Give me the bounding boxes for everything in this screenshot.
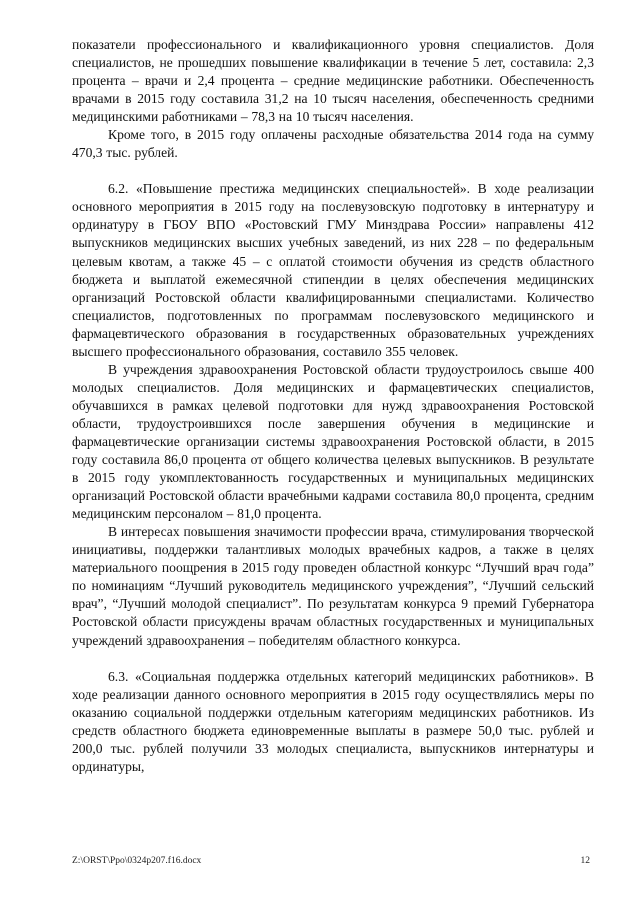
paragraph-section-6-3: 6.3. «Социальная поддержка отдельных категорий медицинских работников». В ходе реализации данного основного мероприятия в 2015 году осуществлялись меры по оказанию социальной поддержки отдельным категориям медицинских работников. Из средств областного бюджета единовременные выплаты в размере 50,0 тыс. рублей и 200,0 тыс. рублей получили 33 молодых специалиста, выпускников интернатуры и ординатуры,: [72, 668, 594, 774]
paragraph-best-doctor-contest: В интересах повышения значимости профессии врача, стимулирования творческой инициативы, поддержки талантливых молодых врачебных кадров, а также в целях материального поощрения в 2015 году проведен областной конкурс “Лучший врач года” по номинациям “Лучший руководитель медицинского учреждения”, “Лучший сельский врач”, “Лучший молодой специалист”. По результатам конкурса 9 премий Губернатора Ростовской области присуждены врачам областных государственных и муниципальных учреждений здравоохранения – победителям областного конкурса.: [72, 524, 594, 648]
footer-file-path: Z:\ORST\Ppo\0324p207.f16.docx: [72, 856, 202, 866]
paragraph-gap: [72, 162, 594, 180]
paragraph-gap: [72, 650, 594, 668]
page-footer: [72, 856, 594, 870]
paragraph-qualification-stats: показатели профессионального и квалификационного уровня специалистов. Доля специалистов, не прошедших повышение квалификации в течение 5 лет, составила: 2,3 процента – врачи и 2,4 процента – средние медицинские работники. Обеспеченность врачами в 2015 году составила 31,2 на 10 тысяч населения, обеспеченность средними медицинскими работниками – 78,3 на 10 тысяч населения.: [72, 37, 594, 125]
paragraph-expenditure-2014: Кроме того, в 2015 году оплачены расходные обязательства 2014 года на сумму 470,3 тыс. рублей.: [72, 127, 594, 161]
document-body: [72, 36, 594, 776]
page-number: 12: [580, 856, 590, 866]
paragraph-employment-young-specialists: В учреждения здравоохранения Ростовской области трудоустроилось свыше 400 молодых специалистов. Доля медицинских и фармацевтических специалистов, обучавшихся в рамках целевой подготовки для нужд здравоохранения Ростовской области, трудоустроившихся после завершения обучения в медицинские и фармацевтические организации системы здравоохранения Ростовской области, в 2015 году составила 86,0 процента от общего количества целевых выпускников. В результате в 2015 году укомплектованность государственных и муниципальных медицинских организаций Ростовской области врачебными кадрами составила 80,0 процента, средним медицинским персоналом – 81,0 процента.: [72, 361, 594, 522]
paragraph-section-6-2: 6.2. «Повышение престижа медицинских специальностей». В ходе реализации основного мероприятия в 2015 году на послевузовскую подготовку в интернатуру и ординатуру в ГБОУ ВПО «Ростовский ГМУ Минздрава России» направлены 412 выпускников медицинских высших учебных заведений, из них 228 – по федеральным целевым квотам, а также 45 – с оплатой стоимости обучения из средств областного бюджета и выплатой ежемесячной стипендии в целях обеспечения медицинских организаций Ростовской области квалифицированными специалистами. Количество специалистов, подготовленных по программам послевузовского медицинского и фармацевтического образования в государственных образовательных учреждениях высшего профессионального образования, составило 355 человек.: [72, 181, 594, 359]
